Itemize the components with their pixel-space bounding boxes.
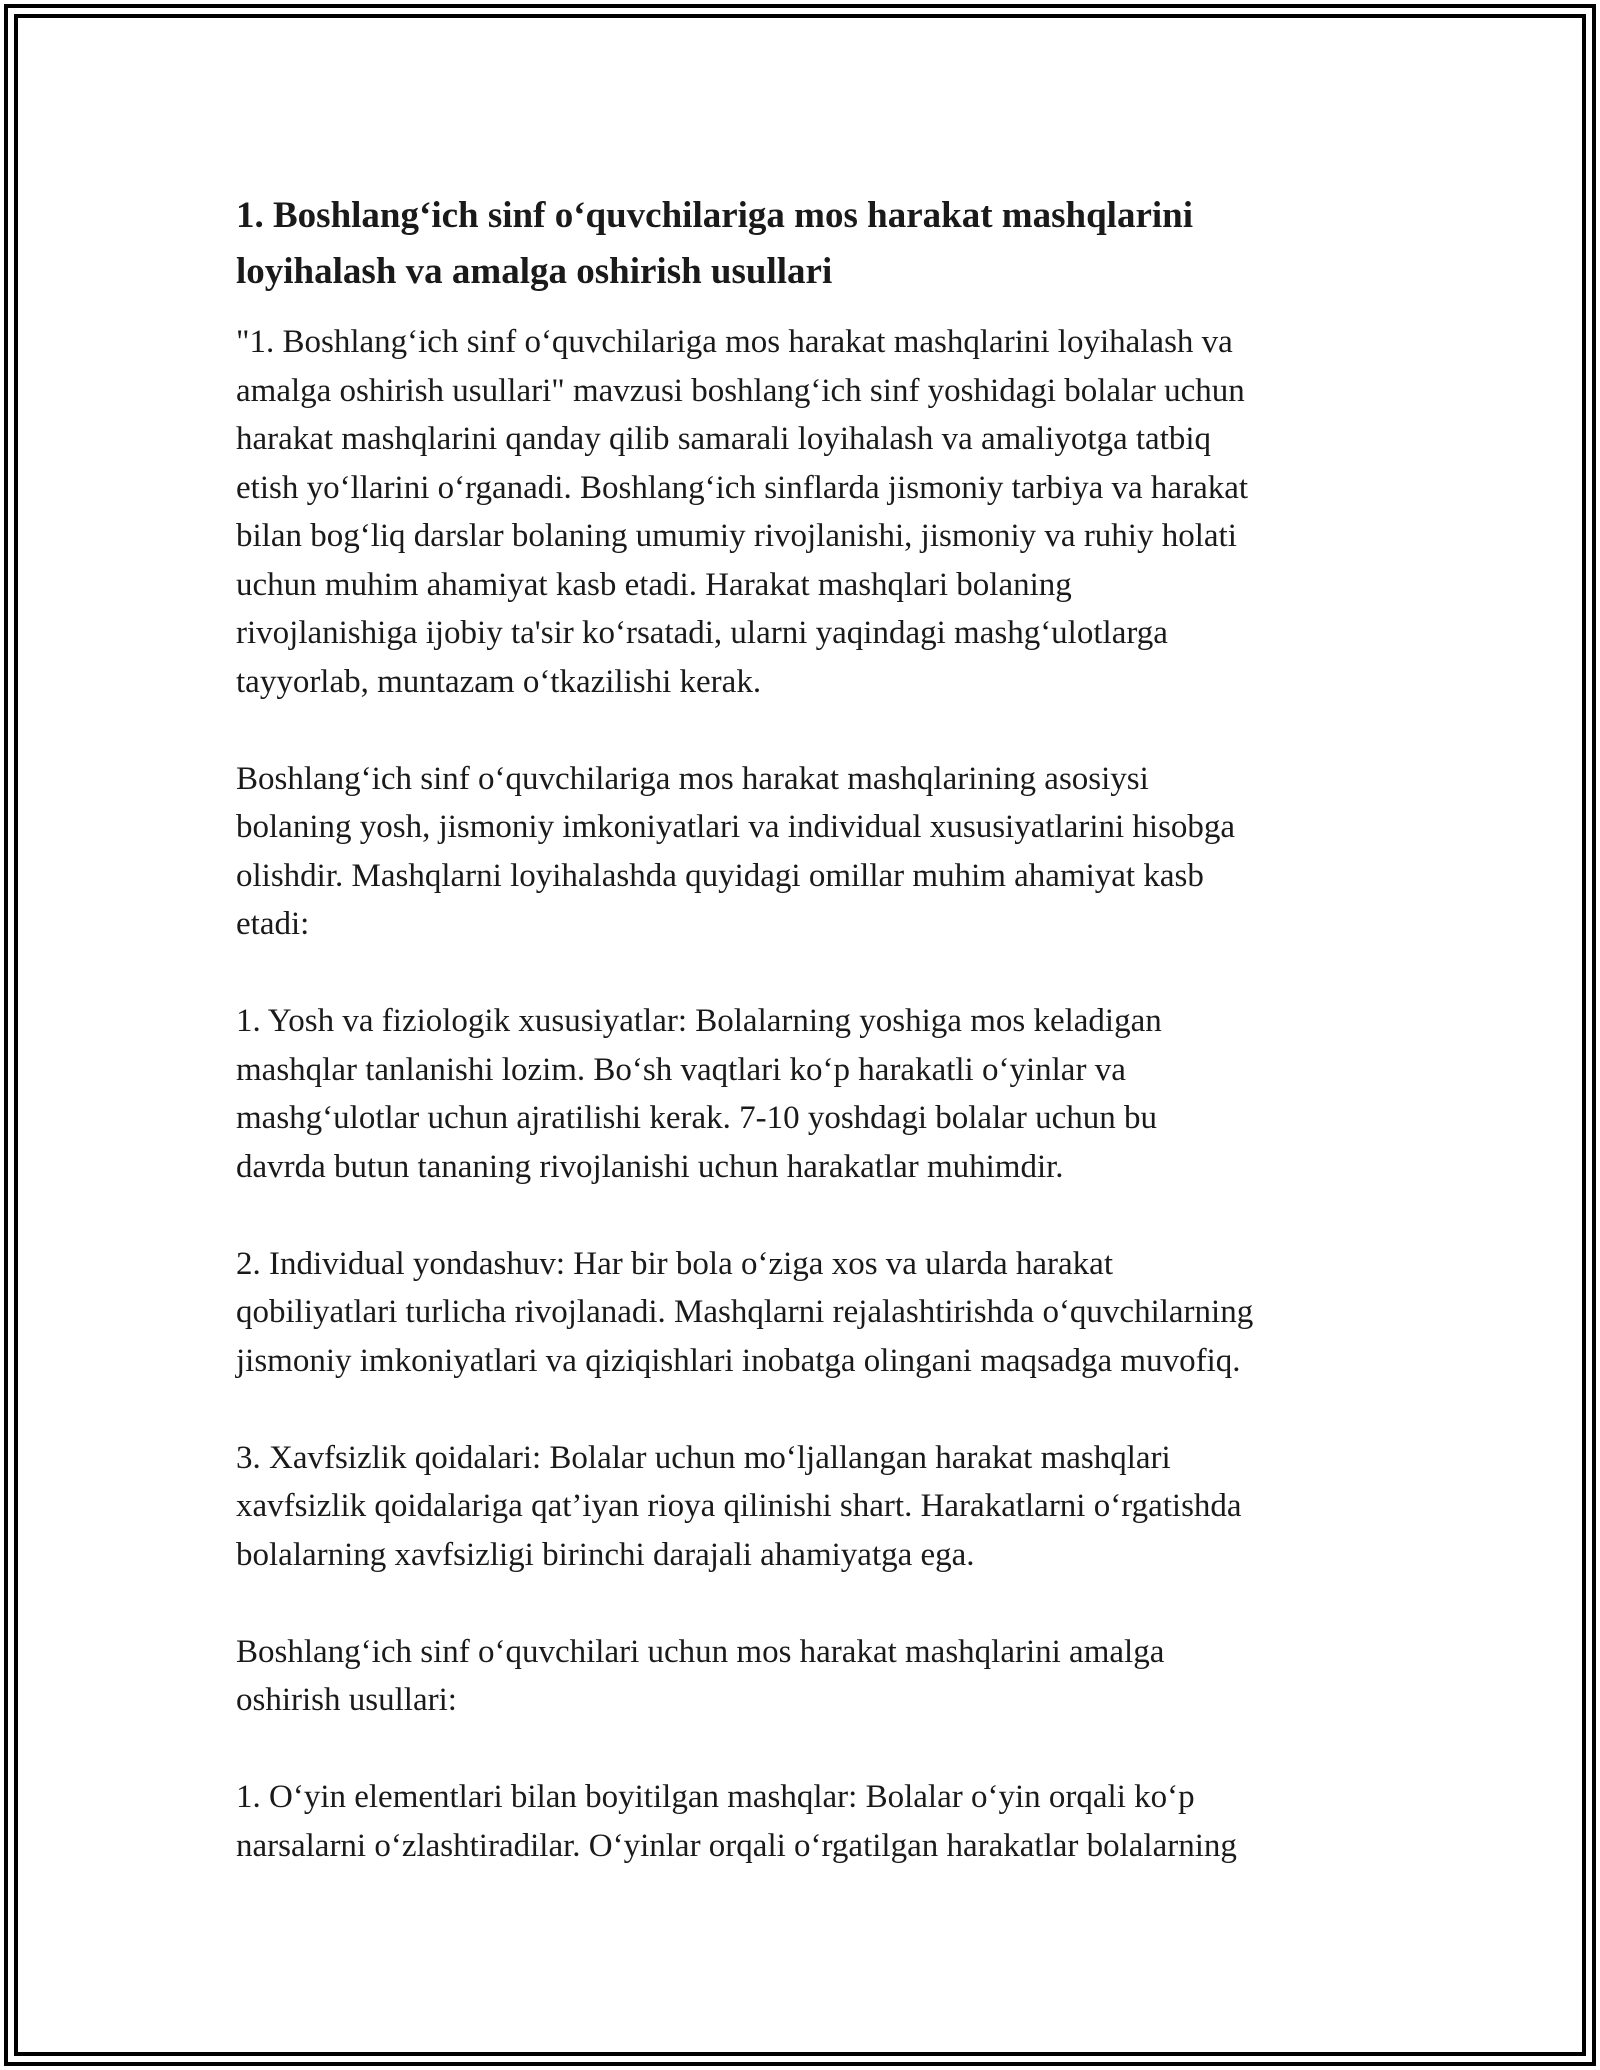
list-item-individual-approach: 2. Individual yondashuv: Har bir bola o‘ziga xos va ularda harakat qobiliyatlari turlicha rivojlanadi. Mashqlarni rejalashtirishda o‘quvchilarning jismoniy imkoniyatlari va qiziqishlari inobatga olingani maqsadga muvofiq.: [236, 1245, 1254, 1379]
paragraph-intro: "1. Boshlang‘ich sinf o‘quvchilariga mos harakat mashqlarini loyihalash va amalga oshirish usullari" mavzusi boshlang‘ich sinf yoshidagi bolalar uchun harakat mashqlarini qanday qilib samarali loyihalash va amaliyotga tatbiq etish yo‘llarini o‘rganadi. Boshlang‘ich sinflarda jismoniy tarbiya va harakat bilan bog‘liq darslar bolaning umumiy rivojlanishi, jismoniy va ruhiy holati uchun muhim ahamiyat kasb etadi. Harakat mashqlari bolaning rivojlanishiga ijobiy ta'sir ko‘rsatadi, ularni yaqindagi mashg‘ulotlarga tayyorlab, muntazam o‘tkazilishi kerak.: [236, 324, 1249, 700]
paragraph-factors-intro: Boshlang‘ich sinf o‘quvchilariga mos harakat mashqlarining asosiysi bolaning yosh, jismoniy imkoniyatlari va individual xususiyatlarini hisobga olishdir. Mashqlarni loyihalashda quyidagi omillar muhim ahamiyat kasb etadi:: [236, 760, 1236, 942]
paragraph-methods-intro: Boshlang‘ich sinf o‘quvchilari uchun mos harakat mashqlarini amalga oshirish usullari:: [236, 1633, 1165, 1718]
list-item-safety-rules: 3. Xavfsizlik qoidalari: Bolalar uchun mo‘ljallangan harakat mashqlari xavfsizlik qoidalariga qat’iyan rioya qilinishi shart. Harakatlarni o‘rgatishda bolalarning xavfsizligi birinchi darajali ahamiyatga ega.: [236, 1439, 1242, 1573]
document-title: 1. Boshlang‘ich sinf o‘quvchilariga mos harakat mashqlarini loyihalash va amalga oshirish usullari: [236, 195, 1194, 292]
list-item-game-elements: 1. O‘yin elementlari bilan boyitilgan mashqlar: Bolalar o‘yin orqali ko‘p narsalarni o‘zlashtiradilar. O‘yinlar orqali o‘rgatilgan harakatlar bolalarning: [236, 1779, 1237, 1864]
document-body: [236, 188, 1386, 1919]
list-item-age-factors: 1. Yosh va fiziologik xususiyatlar: Bolalarning yoshiga mos keladigan mashqlar tanlanishi lozim. Bo‘sh vaqtlari ko‘p harakatli o‘yinlar va mashg‘ulotlar uchun ajratilishi kerak. 7-10 yoshdagi bolalar uchun bu davrda butun tananing rivojlanishi uchun harakatlar muhimdir.: [236, 1003, 1162, 1185]
